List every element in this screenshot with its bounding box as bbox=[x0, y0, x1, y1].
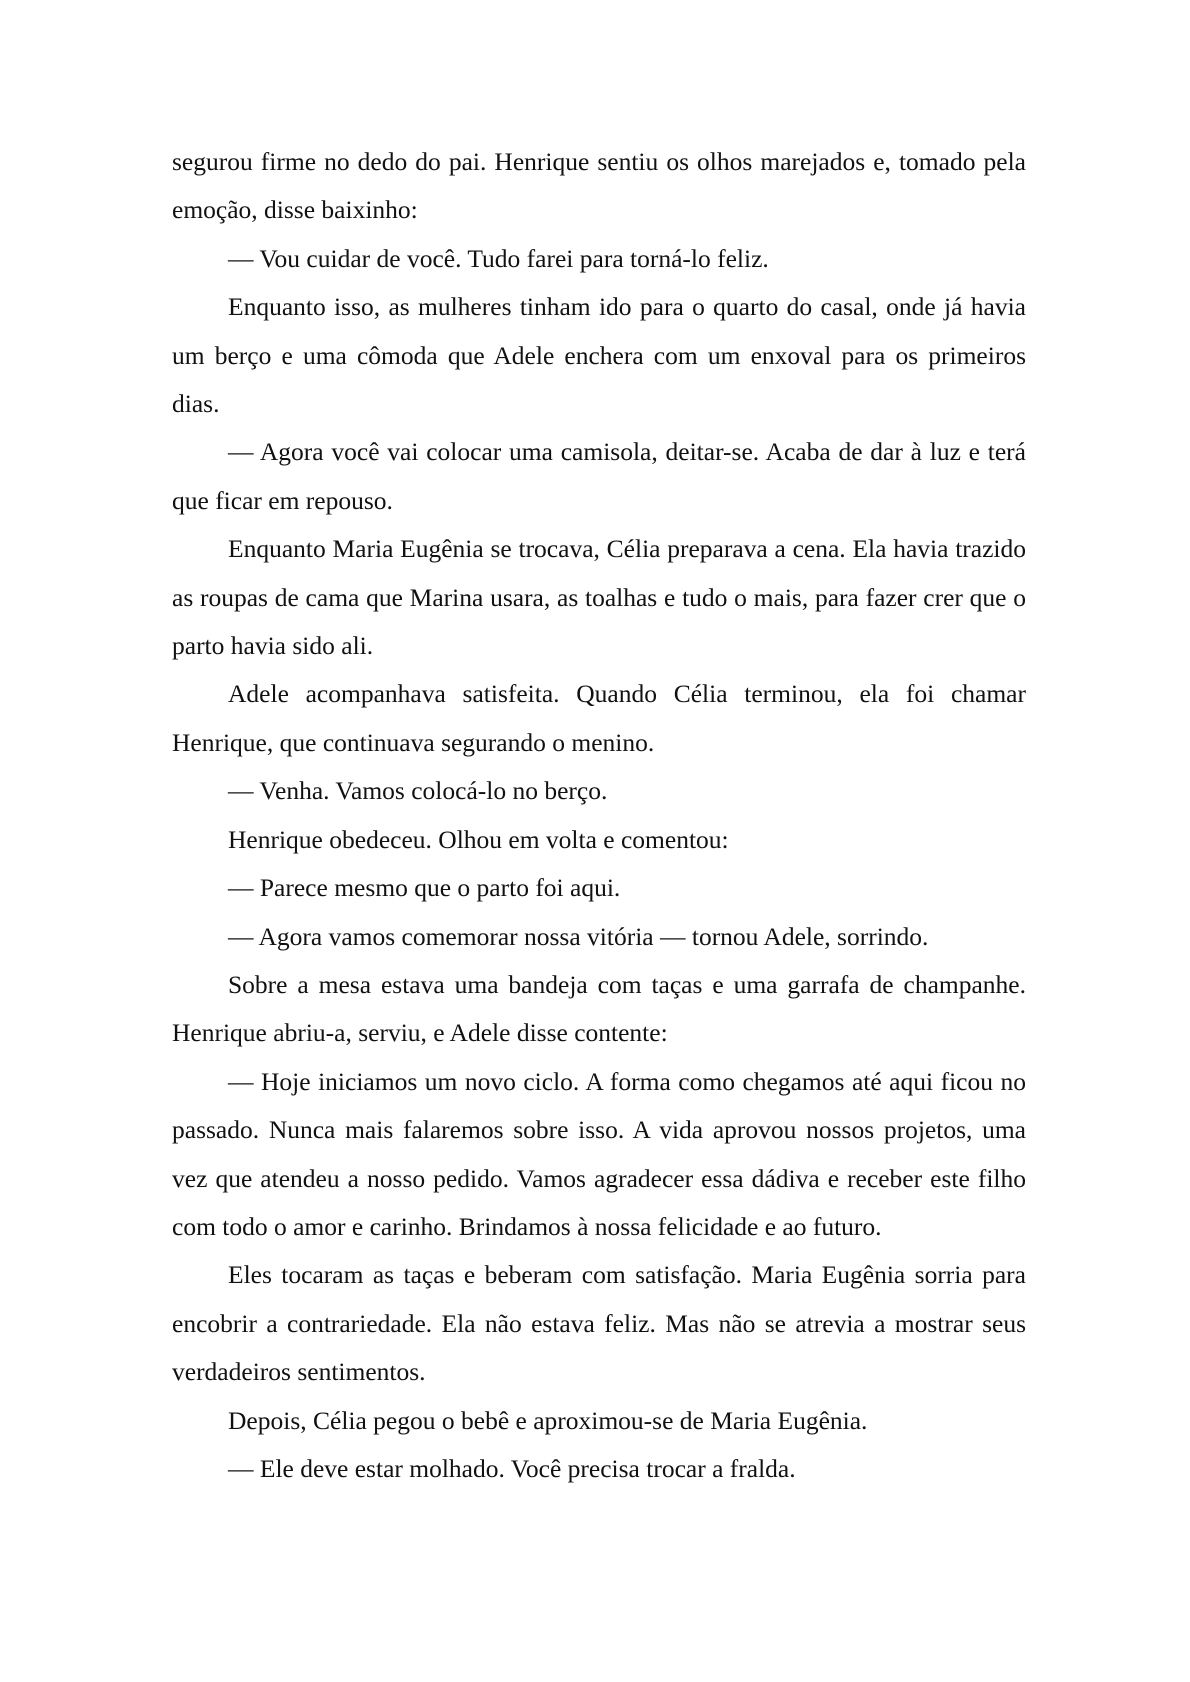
paragraph: Depois, Célia pegou o bebê e aproximou-se de Maria Eugênia. bbox=[228, 1405, 868, 1435]
paragraph: Sobre a mesa estava uma bandeja com taças e uma garrafa de champanhe. Henrique abriu-a, serviu, e Adele disse contente: bbox=[172, 969, 1026, 1048]
book-page bbox=[172, 138, 1026, 1493]
paragraph: Eles tocaram as taças e beberam com satisfação. Maria Eugênia sorria para encobrir a contrariedade. Ela não estava feliz. Mas não se atrevia a mostrar seus verdadeiros sentimentos. bbox=[172, 1260, 1026, 1387]
paragraph: — Vou cuidar de você. Tudo farei para torná-lo feliz. bbox=[228, 243, 769, 273]
paragraph: — Venha. Vamos colocá-lo no berço. bbox=[228, 776, 608, 806]
paragraph: — Agora você vai colocar uma camisola, deitar-se. Acaba de dar à luz e terá que ficar em repouso. bbox=[172, 437, 1026, 515]
paragraph: — Parece mesmo que o parto foi aqui. bbox=[228, 873, 621, 903]
paragraph: segurou firme no dedo do pai. Henrique sentiu os olhos marejados e, tomado pela emoção, disse baixinho: bbox=[172, 147, 1026, 225]
paragraph: Enquanto isso, as mulheres tinham ido para o quarto do casal, onde já havia um berço e uma cômoda que Adele enchera com um enxoval para os primeiros dias. bbox=[172, 292, 1026, 419]
paragraph: Henrique obedeceu. Olhou em volta e comentou: bbox=[228, 824, 729, 854]
paragraph: — Ele deve estar molhado. Você precisa trocar a fralda. bbox=[228, 1453, 796, 1483]
paragraph: Adele acompanhava satisfeita. Quando Célia terminou, ela foi chamar Henrique, que continuava segurando o menino. bbox=[172, 679, 1026, 757]
paragraph: — Hoje iniciamos um novo ciclo. A forma como chegamos até aqui ficou no passado. Nunca mais falaremos sobre isso. A vida aprovou nossos projetos, uma vez que atendeu a nosso pedido. Vamos agradecer essa dádiva e receber este filho com todo o amor e carinho. Brindamos à nossa felicidade e ao futuro. bbox=[172, 1066, 1026, 1241]
paragraph: Enquanto Maria Eugênia se trocava, Célia preparava a cena. Ela havia trazido as roupas de cama que Marina usara, as toalhas e tudo o mais, para fazer crer que o parto havia sido ali. bbox=[172, 534, 1026, 661]
paragraph: — Agora vamos comemorar nossa vitória — tornou Adele, sorrindo. bbox=[228, 921, 929, 951]
